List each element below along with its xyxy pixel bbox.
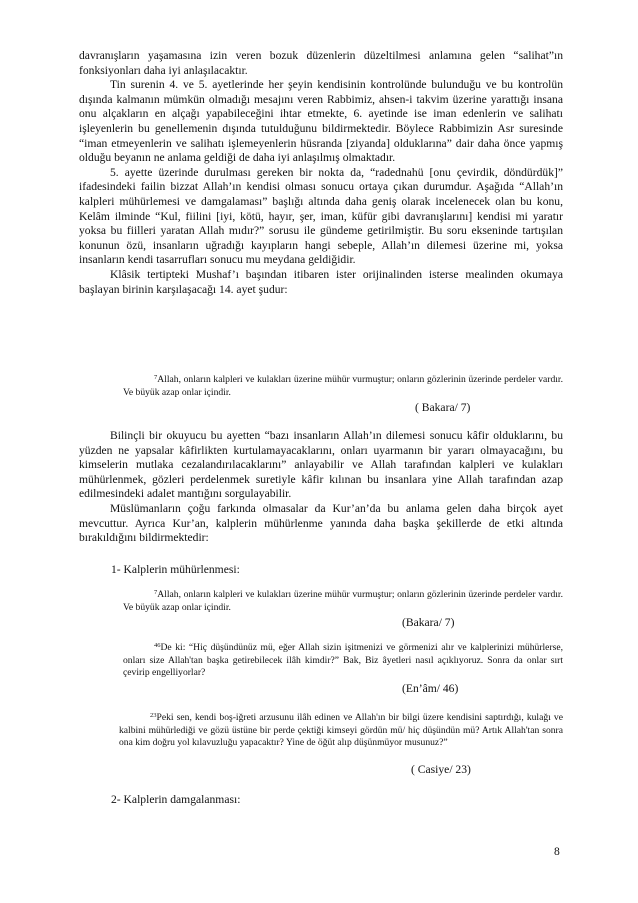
intro-paragraph: davranışların yaşamasına izin veren bozuk düzenlerin düzeltilmesi anlamına gelen “salihat”ın fonksiyonları daha iyi anlaşılacaktır. — [79, 49, 563, 77]
paragraph-block-middle — [79, 429, 563, 546]
verse-text: Peki sen, kendi boş-iğreti arzusunu ilâh edinen ve Allah'ın bir bilgi üzere kendisini saptırdığı, kulağı ve kalbini mühürlediği ve gözü üstüne bir perde çektiği kimseyi gördün mü/ hiç düşündün mü? Artık Allah'tan sonra ona kim doğru yol kılavuzluğu yapacaktır? Yine de öğüt alıp düşünmüyor musunuz?” — [119, 712, 563, 749]
list-item-mühürlenme: 1- Kalplerin mühürlenmesi: — [111, 563, 240, 576]
paragraph-tin: Tin surenin 4. ve 5. ayetlerinde her şeyin kendisinin kontrolünde bulunduğu ve bu kontrolün dışında kalmanın mümkün olmadığı mesajını veren Rabbimiz, ahsen-i takvim üzerine yarattığı insana onu alçakların en alçağı yapabileceğini ihtar etmekte, 6. ayetinde ise iman edenlerin ve salihatı işleyenlerin bu genellemenin dışında tutulduğunu bildirmektedir. Böylece Rabbimizin Asr suresinde “iman etmeyenlerin ve salihatı işlemeyenlerin hüsranda [ziyanda] olduklarına” dair daha önce yapmış olduğu beyanın ne anlama geldiği de daha iyi anlaşılmış olmaktadır. — [79, 78, 563, 165]
paragraph-ayet5: 5. ayette üzerinde durulması gereken bir nokta da, “radednahü [onu çevirdik, döndürdük]” ifadesindeki failin bizzat Allah’ın kendisi olması sonucu ortaya çıkan durumdur. Aşağıda “Allah’ın kalpleri mühürlemesi ve damgalaması” başlığı altında daha geniş olarak incelenecek olan bu konu, Kelâm ilminde “Kul, fiilini [iyi, kötü, hayır, şer, iman, küfür gibi davranışlarını] kendisi mi yaratır yoksa bu fiilleri yaratan Allah mıdır?” sorusu ile gündeme getirilmiştir. Bu soru ekseninde tartışılan konunun özü, insanların uğradığı kayıpların hangi sebeple, Allah’ın dilemesi üzerine mi, yoksa insanların kendi tasarrufları sonucu mu meydana geldiğidir. — [79, 165, 563, 267]
quote-enam-46 — [123, 640, 563, 680]
list-item-damgalanma: 2- Kalplerin damgalanması: — [111, 793, 241, 806]
paragraph-block-top — [79, 49, 563, 297]
quote-bakara-7-first — [123, 372, 563, 399]
verse-source: ( Casiye/ 23) — [411, 763, 471, 776]
verse-source: ( Bakara/ 7) — [415, 401, 471, 414]
paragraph-musluman: Müslümanların çoğu farkında olmasalar da Kur’an’da bu anlama gelen daha birçok ayet mevcuttur. Ayrıca Kur’an, kalplerin mühürlenme yanında daha başka şekillerde de etki altında bırakıldığını bildirmektedir: — [79, 501, 563, 545]
verse-text: Allah, onların kalpleri ve kulakları üzerine mühür vurmuştur; onların gözlerinin üzerinde perdeler vardır. Ve büyük azap onlar içindir. — [123, 374, 563, 398]
verse-text: De ki: “Hiç düşündünüz mü, eğer Allah sizin işitmenizi ve görmenizi alır ve kalplerinizi mühürlerse, onları size Allah'tan başka getirebilecek ilâh kimdir?” Bak, Biz âyetleri nasıl açıklıyoruz. Sonra da onlar sırt çevirip engelliyorlar? — [123, 642, 563, 679]
paragraph-klasik: Klâsik tertipteki Mushaf’ı başından itibaren ister orijinalinden isterse mealinden okumaya başlayan birinin karşılaşacağı 14. ayet şudur: — [79, 267, 563, 296]
quote-bakara-7-second — [123, 587, 563, 614]
verse-number: 7 — [154, 374, 158, 381]
paragraph-bilincli: Bilinçli bir okuyucu bu ayetten “bazı insanların Allah’ın dilemesi sonucu kâfir olduklarını, bu yüzden ne yapsalar kâfirlikten kurtulamayacaklarını, onları uyarmanın bir yararı olmayacağını, bu kimselerin mutlaka cezalandırılacaklarını” anlayabilir ve Allah tarafından kalpleri ve kulakları mühürlenmek, gözleri perdelenmek suretiyle kâfir kılınan bu insanlara yine Allah tarafından azap edilmesindeki adalet mantığını sorgulayabilir. — [79, 429, 563, 501]
verse-number: 23 — [150, 712, 157, 719]
verse-text: Allah, onların kalpleri ve kulakları üzerine mühür vurmuştur; onların gözlerinin üzerinde perdeler vardır. Ve büyük azap onlar içindir. — [123, 589, 563, 613]
verse-number: 7 — [154, 589, 158, 596]
page-number: 8 — [554, 845, 560, 858]
quote-casiye-23 — [119, 710, 563, 750]
verse-source: (Bakara/ 7) — [402, 616, 455, 629]
verse-source: (En’âm/ 46) — [402, 682, 459, 695]
verse-number: 46 — [154, 642, 161, 649]
